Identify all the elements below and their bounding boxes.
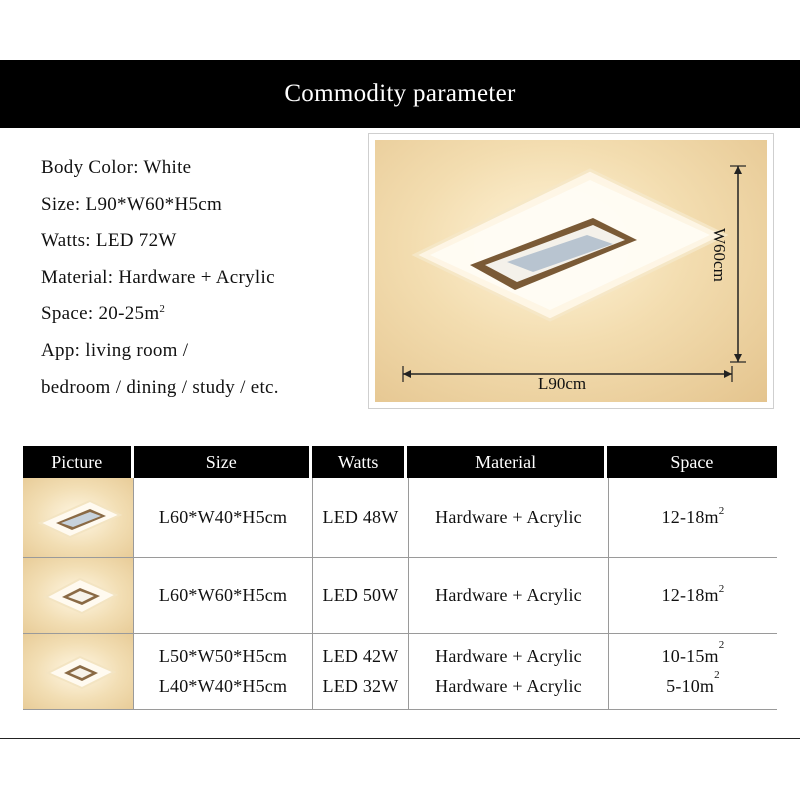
size-table (23, 446, 777, 710)
header-banner (0, 60, 800, 128)
spec-space: Space: $20-25m^2$ (41, 303, 166, 325)
row-space: 12-18m $^2$ (661, 582, 725, 605)
spec-app-continued: bedroom / dining / study / etc. (41, 376, 279, 398)
width-label: W60cm (710, 228, 729, 282)
header-size: Size (134, 446, 309, 478)
row-space: $10-15m^2$ $5-10m^2$ (661, 639, 725, 696)
table-row (23, 634, 777, 710)
header-material: Material (407, 446, 603, 478)
row-picture (23, 558, 134, 633)
bottom-divider (0, 738, 800, 739)
row-material: Hardware + Acrylic (409, 558, 609, 633)
table-row (23, 478, 777, 558)
row-size: L60*W60*H5cm (134, 558, 313, 633)
small-square-lamp-icon (28, 637, 128, 707)
header-space: Space (607, 446, 777, 478)
spec-list (41, 150, 361, 406)
row-material: Hardware + Acrylic (409, 478, 609, 557)
square-lamp-icon (28, 561, 128, 631)
spec-app: App: living room / (41, 339, 189, 361)
banner-title: Commodity parameter (284, 80, 516, 107)
table-header (23, 446, 777, 478)
product-photo (368, 133, 774, 409)
row-picture (23, 478, 134, 557)
spec-size: Size: L90*W60*H5cm (41, 193, 223, 215)
row-watts: LED 42W LED 32W (313, 634, 409, 709)
row-watts: LED 50W (313, 558, 409, 633)
length-label: L90cm (538, 374, 587, 393)
table-row (23, 558, 777, 634)
row-material: Hardware + Acrylic Hardware + Acrylic (409, 634, 609, 709)
spec-watts: Watts: LED 72W (41, 230, 177, 252)
spec-body-color: Body Color: White (41, 157, 192, 178)
row-space: 12-18m $^2$ (661, 504, 725, 527)
row-size: L50*W50*H5cm L40*W40*H5cm (134, 634, 313, 709)
rectangle-lamp-icon (28, 483, 128, 553)
spec-material: Material: Hardware + Acrylic (41, 266, 275, 288)
row-size: L60*W40*H5cm (134, 478, 313, 557)
row-picture (23, 634, 134, 709)
row-watts: LED 48W (313, 478, 409, 557)
header-picture: Picture (23, 446, 131, 478)
header-watts: Watts (312, 446, 405, 478)
